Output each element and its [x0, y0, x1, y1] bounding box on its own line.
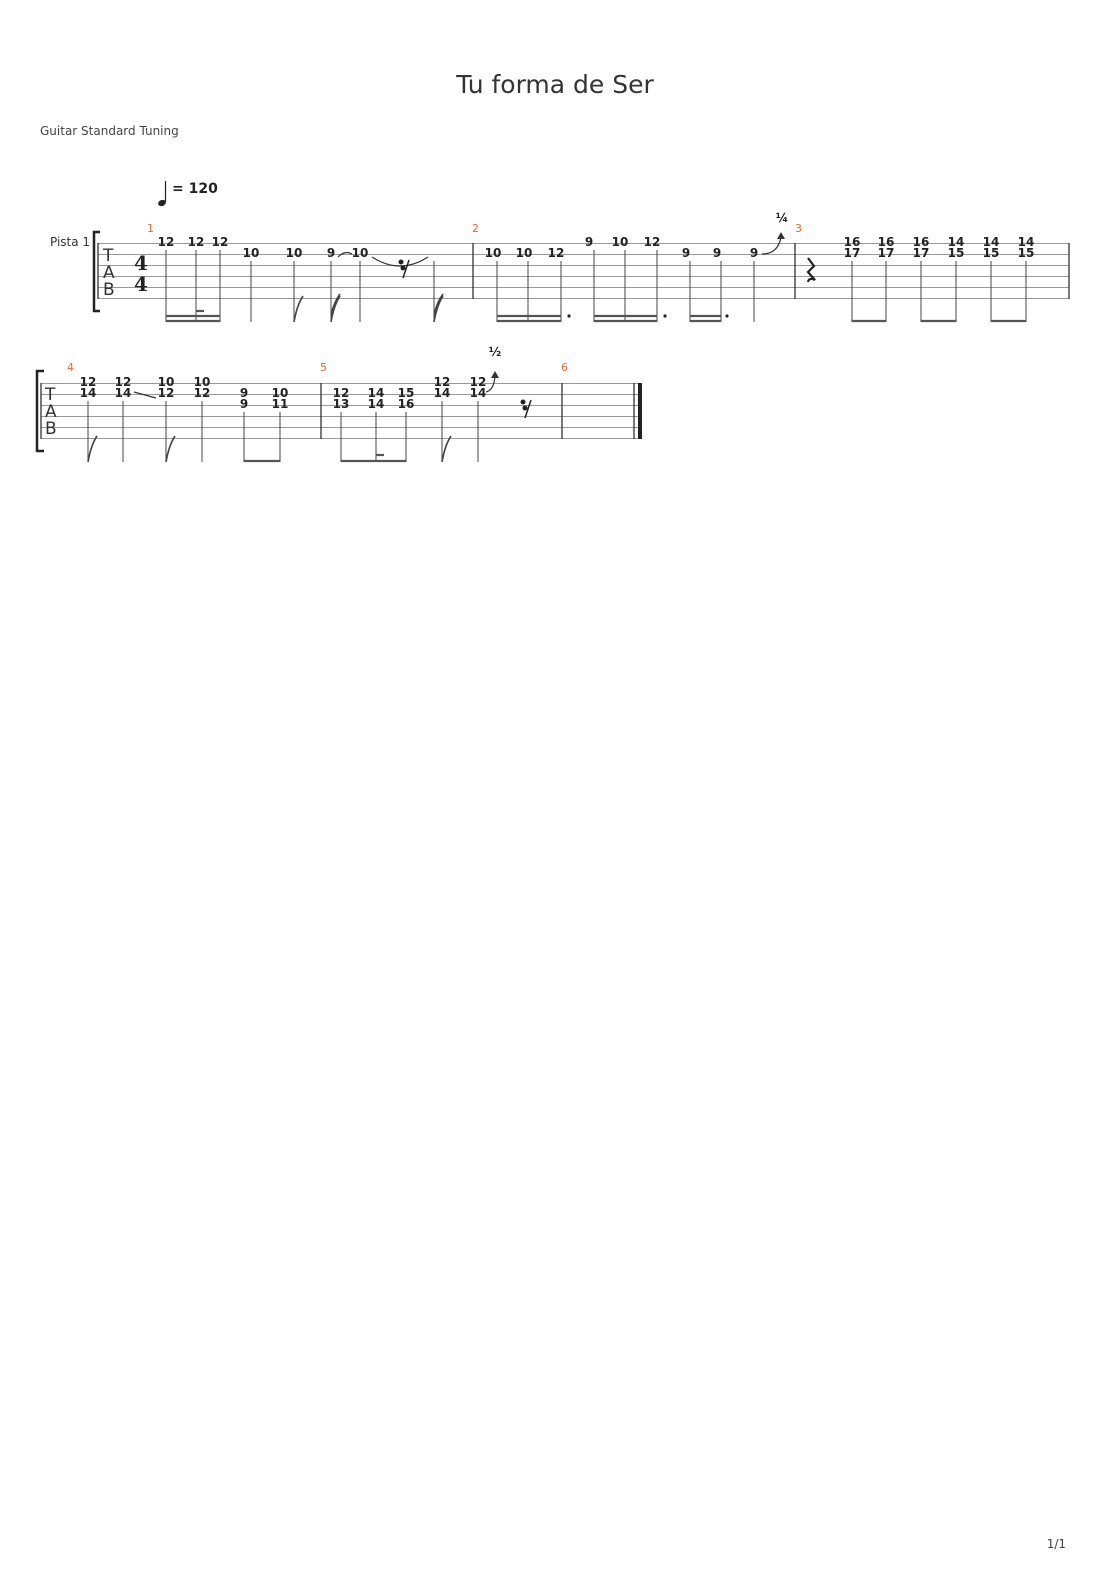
tab-clef	[102, 246, 115, 300]
fret-number: 14	[367, 386, 385, 400]
flags	[442, 436, 451, 462]
fret-number: 10	[515, 246, 533, 260]
fret-number: 14	[1017, 235, 1035, 249]
fret-number: 13	[332, 397, 350, 411]
fret-number: 12	[469, 375, 487, 389]
bend-amount: ¼	[775, 211, 789, 225]
beams	[166, 311, 220, 321]
fret-number: 12	[193, 386, 211, 400]
stems	[166, 250, 434, 322]
fret-number: 9	[749, 246, 759, 260]
fret-number: 16	[912, 235, 930, 249]
fret-number: 17	[912, 246, 930, 260]
measure-number: 5	[320, 361, 327, 374]
fret-number: 12	[157, 235, 175, 249]
fret-number: 15	[947, 246, 965, 260]
svg-text:B: B	[103, 280, 115, 300]
measure-2	[485, 211, 789, 322]
bend-amount: ½	[488, 345, 502, 359]
bend-arrow	[486, 345, 501, 392]
track-name: Pista 1	[50, 235, 91, 249]
tuning-label: Guitar Standard Tuning	[40, 124, 179, 138]
quarter-rest	[808, 258, 815, 282]
tab-clef	[44, 385, 57, 439]
svg-text:4: 4	[134, 272, 148, 296]
measure-3	[808, 235, 1034, 322]
svg-text:A: A	[103, 263, 115, 283]
fret-number: 14	[433, 386, 451, 400]
fret-number: 10	[157, 375, 175, 389]
fret-number: 15	[397, 386, 415, 400]
fret-number: 12	[211, 235, 229, 249]
fret-number: 17	[877, 246, 895, 260]
fret-number: 15	[982, 246, 1000, 260]
tempo-label: = 120	[172, 181, 218, 197]
fret-number: 16	[843, 235, 861, 249]
measure-number: 4	[67, 361, 74, 374]
fret-number: 16	[397, 397, 415, 411]
fret-number: 10	[193, 375, 211, 389]
fret-number: 15	[1017, 246, 1035, 260]
fret-number: 9	[712, 246, 722, 260]
fret-number: 9	[584, 235, 594, 249]
time-signature	[134, 251, 148, 296]
measure-5	[333, 345, 531, 462]
measure-4	[80, 375, 289, 462]
fret-number: 14	[469, 386, 487, 400]
fret-number: 9	[681, 246, 691, 260]
stems	[852, 261, 1026, 322]
beams	[497, 316, 721, 321]
system-2	[37, 345, 641, 462]
beams	[341, 455, 406, 461]
sixteenth-rest	[399, 260, 410, 279]
flags	[88, 436, 175, 462]
system-1	[50, 181, 1069, 322]
page-number: 1/1	[1046, 1537, 1066, 1551]
fret-number: 11	[271, 397, 289, 411]
fret-number: 9	[326, 246, 336, 260]
sixteenth-rest	[521, 400, 532, 419]
fret-number: 12	[157, 386, 175, 400]
fret-number: 14	[367, 397, 385, 411]
measure-number: 2	[472, 222, 479, 235]
fret-number: 10	[242, 246, 260, 260]
fret-number: 12	[114, 375, 132, 389]
fret-number: 12	[433, 375, 451, 389]
measure-number: 3	[795, 222, 802, 235]
fret-number: 12	[187, 235, 205, 249]
fret-number: 14	[79, 386, 97, 400]
song-title: Tu forma de Ser	[456, 70, 654, 99]
fret-number: 12	[643, 235, 661, 249]
svg-text:A: A	[45, 402, 57, 422]
fret-number: 12	[332, 386, 350, 400]
svg-text:T: T	[45, 385, 56, 405]
stems	[497, 250, 754, 322]
stems	[88, 401, 280, 462]
fret-number: 12	[547, 246, 565, 260]
fret-number: 14	[114, 386, 132, 400]
fret-number: 17	[843, 246, 861, 260]
svg-text:T: T	[103, 246, 114, 266]
fret-number: 14	[947, 235, 965, 249]
svg-text:B: B	[45, 419, 57, 439]
fret-number: 14	[982, 235, 1000, 249]
measure-number: 6	[561, 361, 568, 374]
fret-number: 12	[79, 375, 97, 389]
fret-number: 10	[484, 246, 502, 260]
fret-number: 10	[351, 246, 369, 260]
bend-arrow	[762, 211, 788, 254]
measure-number: 1	[147, 222, 154, 235]
tempo-marking	[157, 181, 218, 207]
fret-number: 10	[285, 246, 303, 260]
fret-number: 10	[611, 235, 629, 249]
measure-1	[158, 235, 443, 322]
fret-number: 9	[239, 386, 249, 400]
fret-number: 9	[239, 397, 249, 411]
fret-number: 10	[271, 386, 289, 400]
svg-text:4: 4	[134, 251, 148, 275]
fret-number: 16	[877, 235, 895, 249]
